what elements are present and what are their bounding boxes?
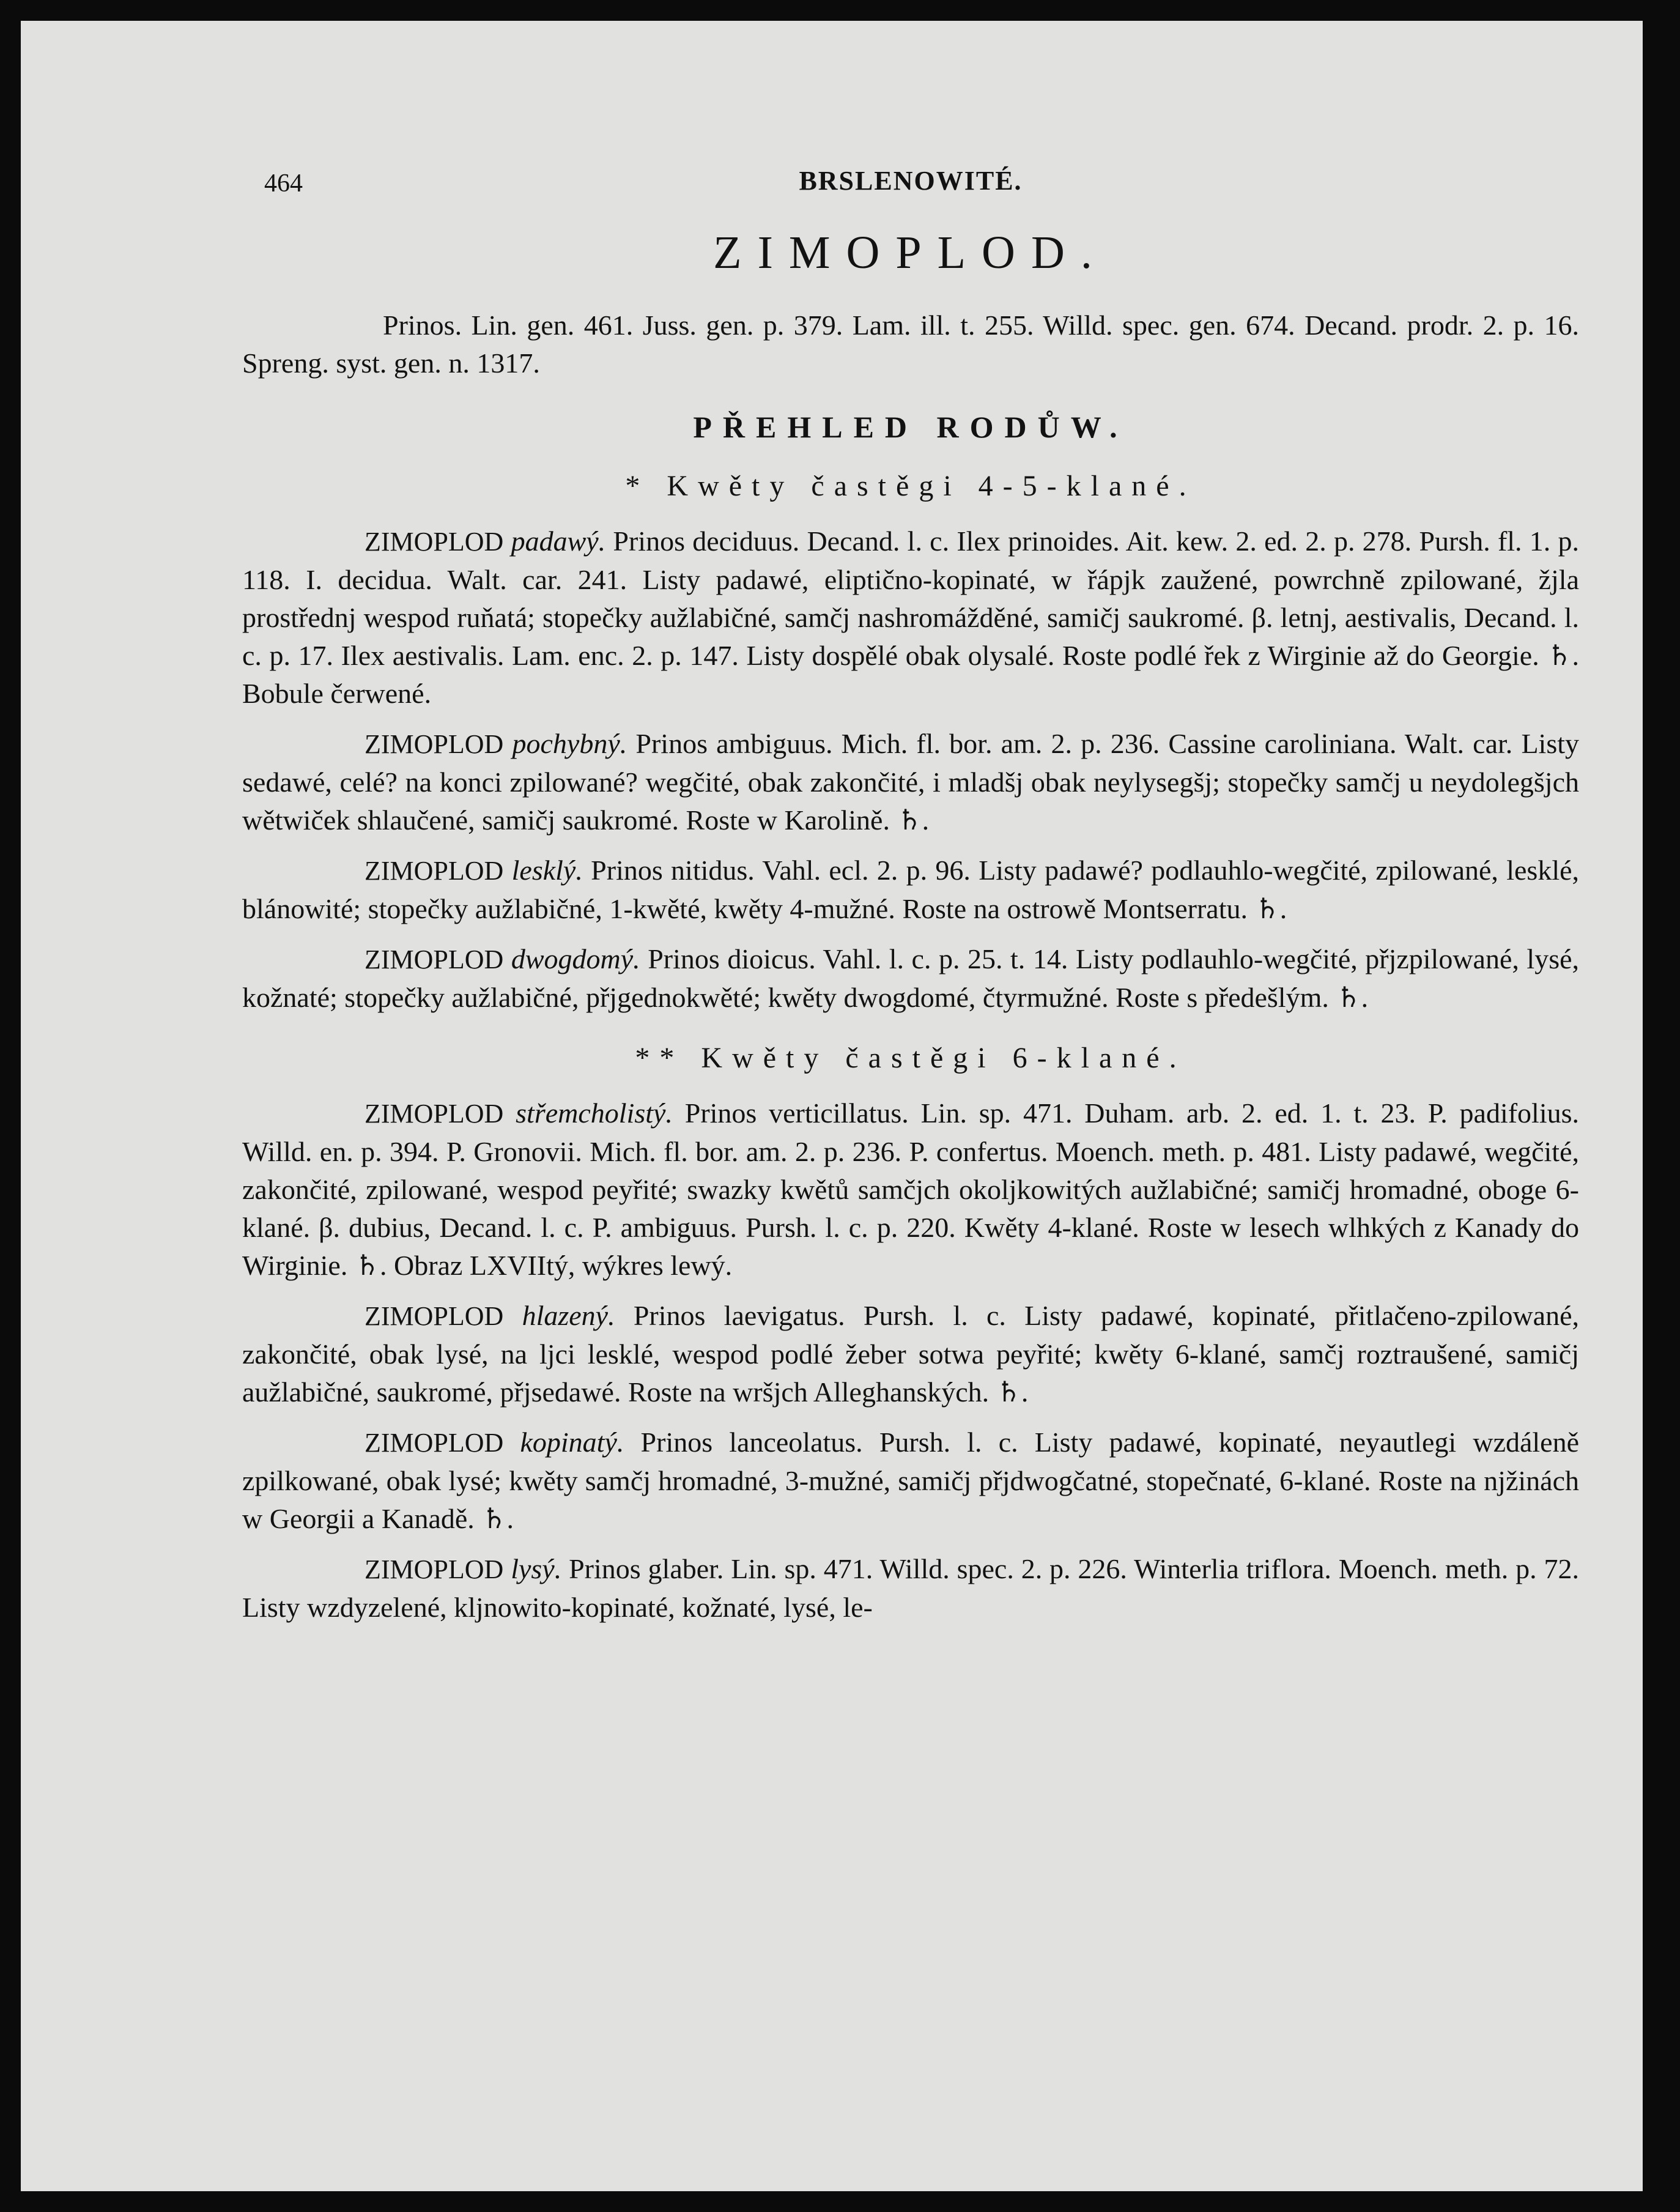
page-content <box>242 159 1579 1627</box>
genus-name: ZIMOPLOD <box>364 1301 504 1331</box>
page-number: 464 <box>264 169 303 198</box>
species-entry <box>242 522 1579 713</box>
species-epithet: pochybný. <box>512 728 627 759</box>
group-heading-1: * Kwěty častěgi 4-5-klané. <box>625 470 1196 502</box>
genus-name: ZIMOPLOD <box>364 1554 504 1584</box>
species-epithet: hlazený. <box>522 1300 615 1331</box>
species-entry <box>242 940 1579 1017</box>
genus-name: ZIMOPLOD <box>364 729 504 759</box>
species-epithet: střemcholistý. <box>516 1097 673 1129</box>
species-epithet: dwogdomý. <box>511 943 640 974</box>
scanned-page <box>21 21 1643 2191</box>
species-epithet: kopinatý. <box>520 1427 624 1458</box>
species-description: Prinos nitidus. Vahl. ecl. 2. p. 96. Listy padawé? podlauhlo-wegčité, zpilowané, lesklé, blánowité; stopečky aužlabičné, 1-kwěté, kwěty 4-mužné. Roste na ostrowě Montserratu. ♄. <box>242 855 1580 924</box>
genus-name: ZIMOPLOD <box>364 856 504 886</box>
species-entry <box>242 725 1579 839</box>
species-entry <box>242 1423 1579 1538</box>
species-description: Prinos laevigatus. Pursh. l. c. Listy padawé, kopinaté, přitlačeno-zpilowané, zakončité, obak lysé, na ljci lesklé, wespod podlé žeber sotwa peyřité; kwěty 6-klané, samčj roztraušené, samičj aužlabičné, saukromé, přjsedawé. Roste na wršjch Alleghanských. ♄. <box>242 1300 1580 1408</box>
species-epithet: lysý. <box>511 1553 562 1584</box>
species-description: Prinos dioicus. Vahl. l. c. p. 25. t. 14. Listy podlauhlo-wegčité, přjzpilowané, lysé, kožnaté; stopečky aužlabičné, přjgednokwěté; kwěty dwogdomé, čtyrmužné. Roste s předešlým. ♄. <box>242 943 1580 1013</box>
species-epithet: lesklý. <box>511 855 583 886</box>
genus-name: ZIMOPLOD <box>364 527 504 557</box>
species-description: Prinos ambiguus. Mich. fl. bor. am. 2. p. 236. Cassine caroliniana. Walt. car. Listy sedawé, celé? na konci zpilowané? wegčité, obak zakončité, i mladšj obak neylysegšj; stopečky samčj u neydolegšjch wětwiček shlaučené, samičj saukromé. Roste w Karolině. ♄. <box>242 728 1580 836</box>
overview-title: PŘEHLED RODŮW. <box>693 410 1128 444</box>
species-epithet: padawý. <box>511 525 606 557</box>
genus-name: ZIMOPLOD <box>364 1099 504 1129</box>
group-heading-2: ** Kwěty častěgi 6-klané. <box>635 1042 1186 1074</box>
genus-name: ZIMOPLOD <box>364 1428 504 1458</box>
species-description: Prinos glaber. Lin. sp. 471. Willd. spec. 2. p. 226. Winterlia triflora. Moench. meth. p. 72. Listy wzdyzelené, kljnowito-kopinaté, kožnaté, lysé, le- <box>242 1553 1580 1623</box>
genus-name: ZIMOPLOD <box>364 945 504 974</box>
species-entry <box>242 1550 1579 1627</box>
species-entry <box>242 1094 1579 1285</box>
species-entry <box>242 852 1579 928</box>
species-description: Prinos verticillatus. Lin. sp. 471. Duham. arb. 2. ed. 1. t. 23. P. padifolius. Willd. en. p. 394. P. Gronovii. Mich. fl. bor. am. 2. p. 236. P. confertus. Moench. meth. p. 481. Listy padawé, wegčité, zakončité, zpilowané, wespod peyřité; swazky kwětů samčjch okoljkowitých aužlabičné; samičj hromadné, oboge 6-klané. β. dubius, Decand. l. c. P. ambiguus. Pursh. l. c. p. 220. Kwěty 4-klané. Roste w lesech wlhkých z Kanady do Wirginie. ♄. Obraz LXVIItý, wýkres lewý. <box>242 1097 1580 1281</box>
genus-title: ZIMOPLOD. <box>713 227 1108 278</box>
species-entry <box>242 1297 1579 1411</box>
species-description: Prinos deciduus. Decand. l. c. Ilex prinoides. Ait. kew. 2. ed. 2. p. 278. Pursh. fl. 1. p. 118. I. decidua. Walt. car. 241. Listy padawé, eliptično-kopinaté, w řápjk zaužené, powrchně zpilowané, žjla prostřednj wespod ruňatá; stopečky aužlabičné, samčj nashromážděné, samičj saukromé. β. letnj, aestivalis, Decand. l. c. p. 17. Ilex aestivalis. Lam. enc. 2. p. 147. Listy dospělé obak olysalé. Roste podlé řek z Wirginie až do Georgie. ♄. Bobule čerwené. <box>242 525 1579 709</box>
page-header <box>242 159 1579 208</box>
species-description: Prinos lanceolatus. Pursh. l. c. Listy padawé, kopinaté, neyautlegi wzdáleně zpilkowané, obak lysé; kwěty samčj hromadné, 3-mužné, samičj přjdwogčatné, stopečnaté, 6-klané. Roste na njžinách w Georgii a Kanadě. ♄. <box>242 1427 1580 1534</box>
running-title: BRSLENOWITÉ. <box>799 166 1023 196</box>
genus-reference: Prinos. Lin. gen. 461. Juss. gen. p. 379. Lam. ill. t. 255. Willd. spec. gen. 674. Decand. prodr. 2. p. 16. Spreng. syst. gen. n. 1317. <box>242 310 1579 379</box>
